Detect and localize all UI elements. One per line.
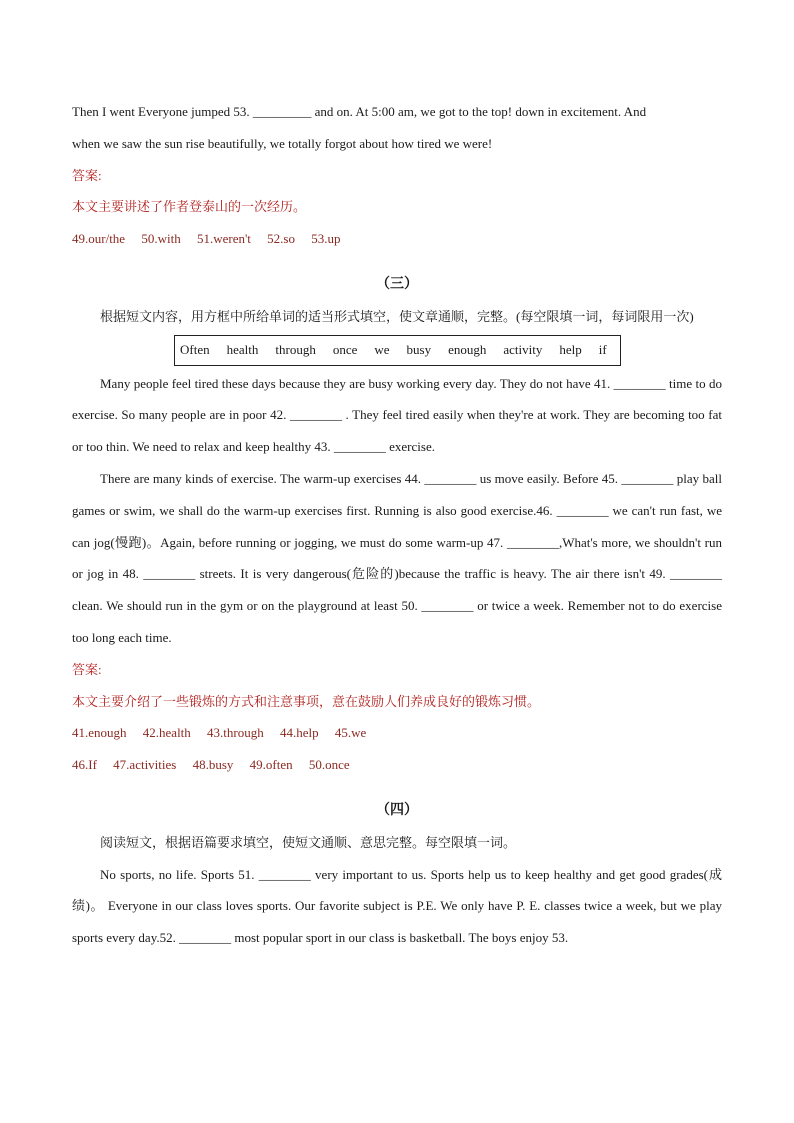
answer-item: 41.enough [72, 725, 127, 741]
answer-summary: 本文主要介绍了一些锻炼的方式和注意事项，意在鼓励人们养成良好的锻炼习惯。 [72, 693, 541, 709]
document-page [72, 96, 722, 954]
answer-item: 52.so [267, 231, 295, 247]
answer-label: 答案: [72, 167, 102, 183]
word-bank-item: activity [503, 342, 543, 358]
answer-item: 50.with [141, 231, 181, 247]
section-instruction: 阅读短文，根据语篇要求填空，使短文通顺、意思完整。每空限填一词。 [100, 834, 517, 850]
answer-item: 50.once [308, 757, 350, 773]
answer-item: 49.our/the [72, 231, 126, 247]
passage-line: when we saw the sun rise beautifully, we totally forgot about how tired we were! [72, 135, 493, 151]
answer-label: 答案: [72, 661, 102, 677]
word-bank-item: Often [180, 342, 210, 358]
section-heading: （四） [376, 802, 418, 818]
word-bank-item: health [226, 342, 259, 358]
answer-key [72, 749, 722, 781]
word-bank-item: busy [406, 342, 432, 358]
section-heading: （三） [376, 276, 418, 292]
passage-paragraph: There are many kinds of exercise. The warm-up exercises 44. ________ us move easily. Before 45. ________ play ball games or swim, we shall do the warm-up exercises first. Running is also good exercise.46. ________ we can't run fast, we can jog(慢跑)。Again, before running or jogging, we must do some warm-up 47. ________,What's more, we shouldn't run or jog in 48. ________ streets. It is very dangerous(危险的)because the traffic is heavy. The air there isn't 49. ________ clean. We should run in the gym or on the playground at least 50. ________ or twice a week. Remember not to do exercise too long each time. [72, 470, 722, 645]
word-bank-item: enough [448, 342, 487, 358]
word-bank-item: help [559, 342, 582, 358]
word-bank-box [174, 335, 621, 366]
word-bank-item: once [332, 342, 358, 358]
word-bank-item: we [374, 342, 390, 358]
answer-item: 43.through [207, 725, 264, 741]
answer-summary: 本文主要讲述了作者登泰山的一次经历。 [72, 199, 307, 215]
answer-item: 47.activities [113, 757, 177, 773]
passage-paragraph: No sports, no life. Sports 51. ________ very important to us. Sports help us to keep healthy and get good grades(成绩)。 Everyone in our class loves sports. Our favorite subject is P.E. We only have P. E. classes twice a week, but we play sports every day.52. ________ most popular sport in our class is basketball. The boys enjoy 53. [72, 866, 722, 946]
answer-item: 45.we [334, 725, 367, 741]
word-bank-item: through [275, 342, 316, 358]
answer-item: 48.busy [192, 757, 234, 773]
answer-key [72, 223, 722, 255]
answer-item: 42.health [142, 725, 191, 741]
section-instruction: 根据短文内容，用方框中所给单词的适当形式填空，使文章通顺，完整。(每空限填一词，每词限用一次) [100, 308, 694, 324]
passage-line: Then I went Everyone jumped 53. _________ and on. At 5:00 am, we got to the top! down in excitement. And [72, 104, 647, 119]
answer-item: 44.help [280, 725, 319, 741]
answer-item: 53.up [311, 231, 341, 247]
answer-item: 51.weren't [196, 231, 251, 247]
answer-item: 49.often [249, 757, 293, 773]
word-bank-item: if [598, 342, 607, 358]
answer-item: 46.If [72, 757, 97, 773]
passage-paragraph: Many people feel tired these days because they are busy working every day. They do not have 41. ________ time to do exercise. So many people are in poor 42. ________ . They feel tired easily when they're at work. They are becoming too fat or too thin. We need to relax and keep healthy 43. ________ exercise. [72, 375, 722, 455]
answer-key [72, 717, 722, 749]
